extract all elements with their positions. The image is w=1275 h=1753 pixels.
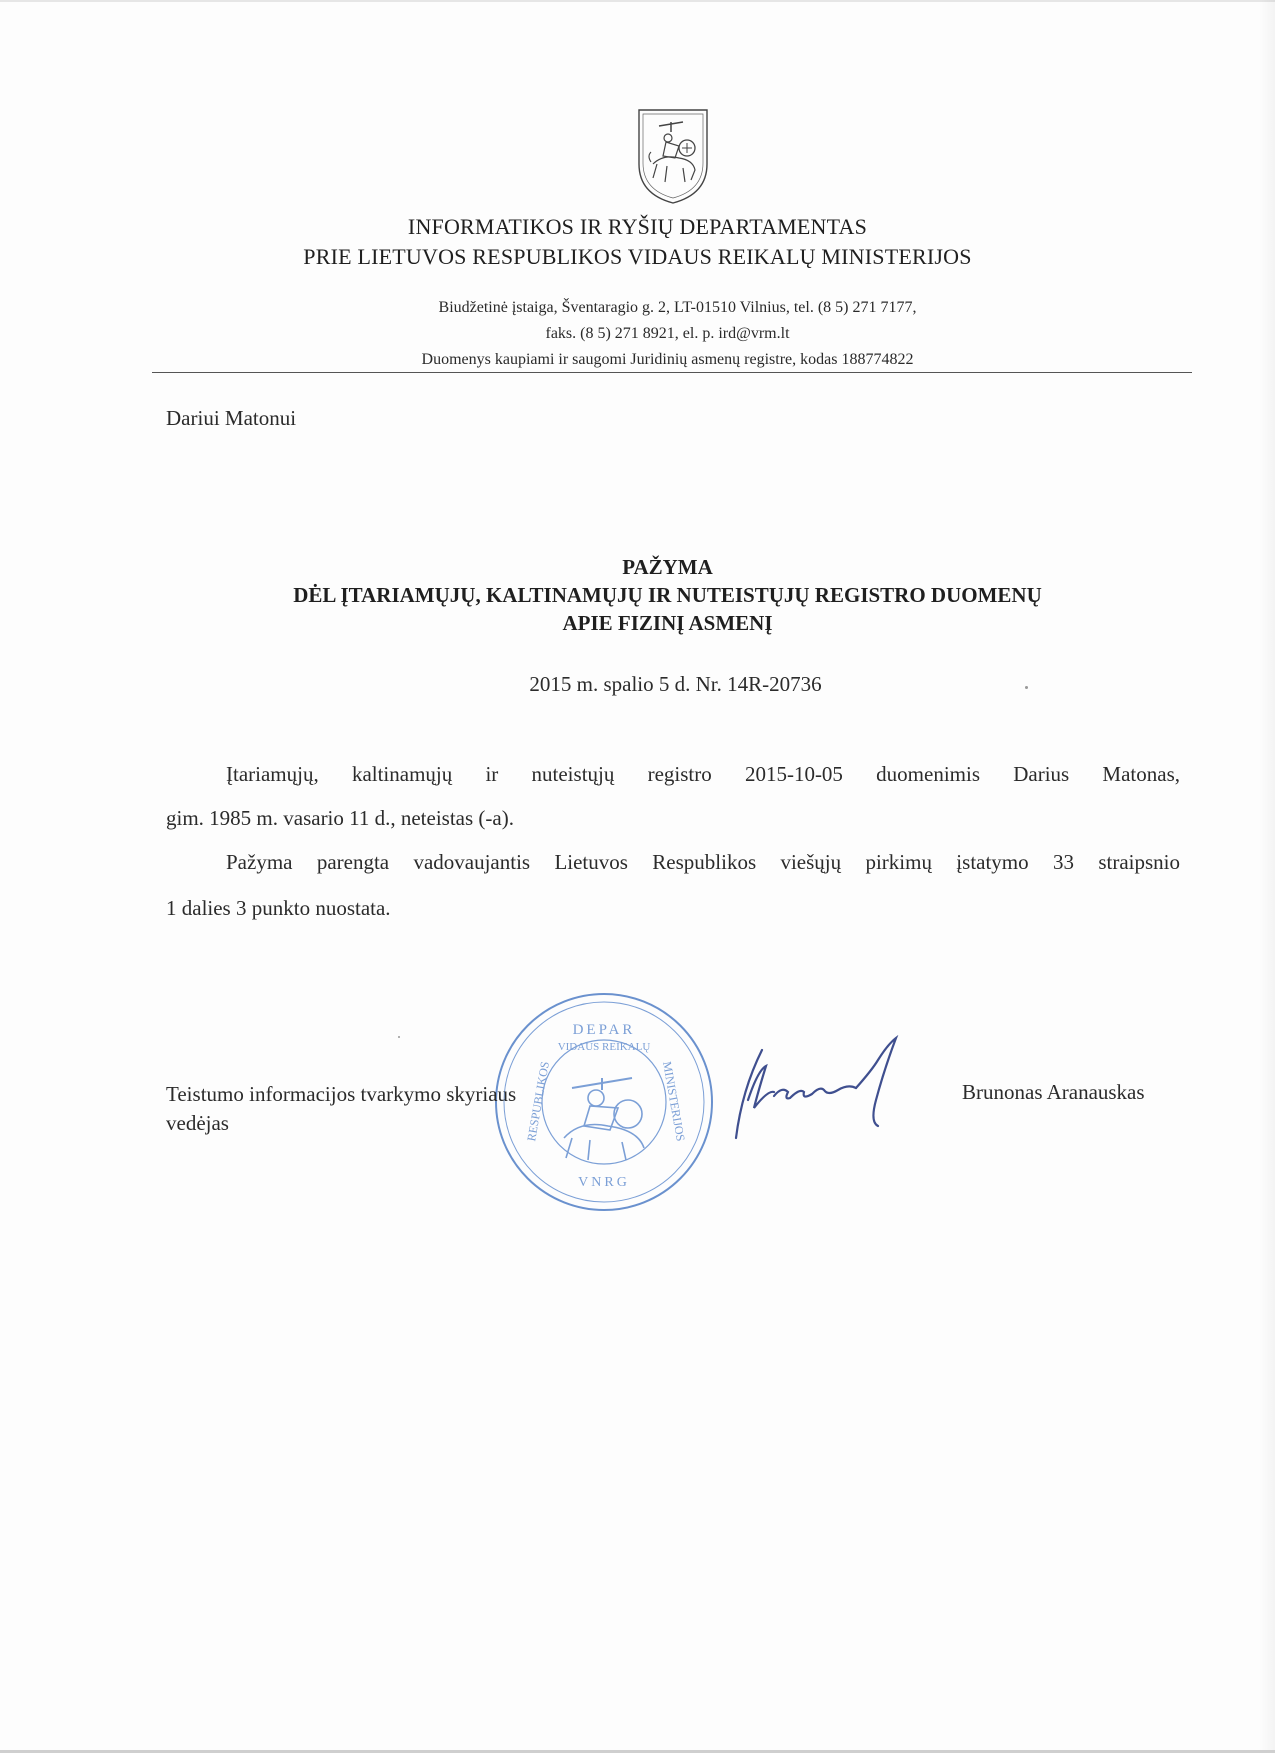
body-paragraph2-line2: 1 dalies 3 punkto nuostata.: [166, 896, 391, 920]
date-and-number: 2015 m. spalio 5 d. Nr. 14R-20736: [529, 672, 822, 696]
signer-name: Brunonas Aranauskas: [962, 1080, 1145, 1104]
recipient-name: Dariui Matonui: [166, 406, 297, 430]
coat-of-arms-icon: [633, 106, 713, 206]
registry-line: Duomenys kaupiami ir saugomi Juridinių asmenų registre, kodas 188774822: [421, 351, 914, 368]
body-paragraph1-line2: gim. 1985 m. vasario 11 d., neteistas (-a).: [166, 806, 514, 830]
document-title: PAŽYMA: [622, 555, 713, 579]
body-paragraph2-line1: Pažyma parengta vadovaujantis Lietuvos Respublikos viešųjų pirkimų įstatymo 33 straipsnio: [226, 850, 1180, 874]
svg-text:VIDAUS REIKALŲ: VIDAUS REIKALŲ: [557, 1041, 651, 1053]
organization-name-line2: PRIE LIETUVOS RESPUBLIKOS VIDAUS REIKALŲ MINISTERIJOS: [303, 244, 972, 269]
official-stamp-icon: [492, 990, 717, 1215]
scan-edge-top: [0, 0, 1275, 2]
svg-text:DEPAR: DEPAR: [572, 1022, 636, 1038]
signer-position-line2: vedėjas: [166, 1111, 229, 1135]
body-paragraph1-line1: Įtariamųjų, kaltinamųjų ir nuteistųjų registro 2015-10-05 duomenimis Darius Matonas,: [226, 762, 1180, 786]
organization-name-line1: INFORMATIKOS IR RYŠIŲ DEPARTAMENTAS: [407, 214, 868, 239]
address-line1: Biudžetinė įstaiga, Šventaragio g. 2, LT-01510 Vilnius, tel. (8 5) 271 7177,: [438, 299, 917, 316]
document-subtitle-line2: APIE FIZINĮ ASMENĮ: [562, 611, 773, 635]
scan-speck: [1025, 686, 1028, 689]
document-subtitle-line1: DĖL ĮTARIAMŲJŲ, KALTINAMŲJŲ IR NUTEISTŲJŲ REGISTRO DUOMENŲ: [293, 583, 1042, 607]
signer-position-line1: Teistumo informacijos tvarkymo skyriaus: [166, 1082, 517, 1106]
scan-speck: [398, 1036, 400, 1038]
address-line2: faks. (8 5) 271 8921, el. p. ird@vrm.lt: [545, 325, 790, 342]
handwritten-signature-icon: [728, 1030, 948, 1150]
signer-position: [166, 1080, 516, 1138]
svg-text:RESPUBLIKOS: RESPUBLIKOS: [524, 1060, 552, 1143]
header-divider: [152, 372, 1192, 373]
svg-text:MINISTERIJOS: MINISTERIJOS: [660, 1060, 688, 1143]
svg-text:VNRG: VNRG: [578, 1175, 630, 1190]
